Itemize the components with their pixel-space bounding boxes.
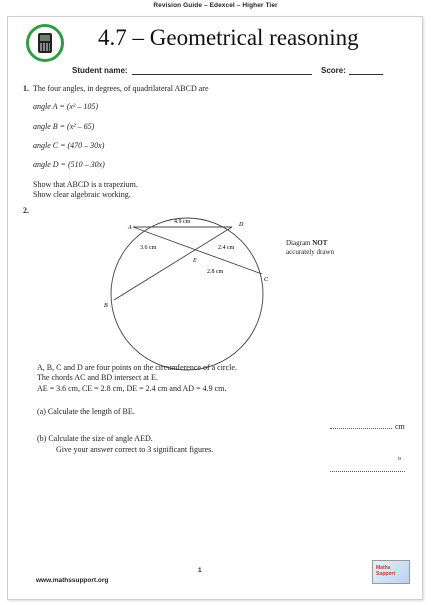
point-c-label: C	[264, 277, 269, 283]
circle-outline	[111, 218, 263, 370]
q2-line-1: A, B, C and D are four points on the circumference of a circle.	[37, 363, 237, 372]
part-a-answer-field[interactable]	[330, 428, 392, 429]
score-label: Score:	[321, 66, 346, 75]
student-name-label: Student name:	[72, 66, 128, 75]
part-a-unit: cm	[395, 422, 405, 431]
question-2-number: 2.	[23, 206, 29, 215]
length-ae-label: 3.6 cm	[140, 245, 157, 251]
q2-part-b-line-2: Give your answer correct to 3 significant figures.	[56, 445, 214, 454]
footer-website: www.mathssupport.org	[36, 577, 109, 584]
q1-angle-a: angle A = (x² – 105)	[33, 102, 99, 111]
part-b-degree-symbol: o	[398, 456, 401, 462]
q1-task-line-2: Show clear algebraic working.	[33, 190, 131, 199]
diagram-note-line-1: Diagram NOT	[286, 239, 328, 247]
header-label: Revision Guide – Edexcel – Higher Tier	[153, 2, 278, 9]
q2-part-a: (a) Calculate the length of BE.	[37, 407, 135, 416]
length-de-label: 2.4 cm	[218, 245, 235, 251]
page-number: 1	[198, 567, 202, 574]
length-ad-label: 4.9 cm	[174, 219, 191, 225]
q2-line-3: AE = 3.6 cm, CE = 2.8 cm, DE = 2.4 cm and AD = 4.9 cm.	[37, 384, 227, 393]
q1-task-line-1: Show that ABCD is a trapezium.	[33, 180, 138, 189]
q2-part-b-line-1: (b) Calculate the size of angle AED.	[37, 434, 153, 443]
q1-angle-d: angle D = (510 – 30x)	[33, 160, 105, 169]
length-ce-label: 2.8 cm	[207, 269, 224, 275]
q1-intro: The four angles, in degrees, of quadrilateral ABCD are	[33, 84, 209, 93]
q2-line-2: The chords AC and BD intersect at E.	[37, 373, 158, 382]
q1-angle-b: angle B = (x² – 65)	[33, 122, 95, 131]
part-b-answer-field[interactable]	[330, 471, 405, 472]
point-a-label: A	[128, 225, 132, 231]
question-1-number: 1.	[23, 84, 29, 93]
point-d-label: D	[239, 222, 244, 228]
q1-angle-c: angle C = (470 – 30x)	[33, 141, 105, 150]
point-b-label: B	[104, 303, 108, 309]
diagram-note-line-2: accurately drawn	[286, 248, 334, 256]
page-title: 4.7 – Geometrical reasoning	[98, 25, 359, 50]
maths-support-logo: Maths Support	[372, 560, 410, 584]
point-e-label: E	[193, 258, 197, 264]
chord-bd	[114, 227, 232, 300]
